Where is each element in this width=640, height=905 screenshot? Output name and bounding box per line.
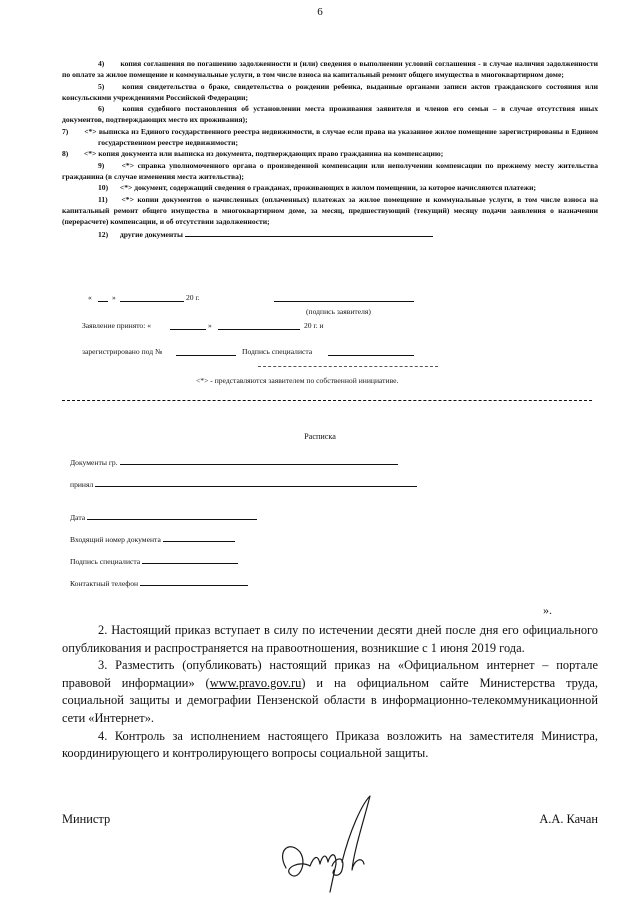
month-blank xyxy=(120,292,184,302)
registration-number-blank xyxy=(176,346,236,356)
paragraph-3-text-start: 3. Разместить (опубликовать) настоящий приказ на «Официальном интернет – портале правовой информации» ( xyxy=(62,658,598,690)
paragraph-2: 2. Настоящий приказ вступает в силу по истечении десяти дней после дня его официального опубликования и распространяется на правоотношения, возникшие с 1 июня 2019 года. xyxy=(62,623,598,655)
list-item-text: <*> документ, содержащий сведения о гражданах, проживающих в жилом помещении, за которое начисляются платежи; xyxy=(119,183,537,193)
list-item-text: копия соглашения по погашению задолженности и (или) сведения о выполнении условий соглашения - в случае наличия задолженности по оплате за жилое помещение и коммунальные услуги, в том числе взноса на капитальный ремонт общего имущества в многоквартирном доме; xyxy=(62,59,598,80)
receipt-accepted-row xyxy=(70,477,417,489)
signatory-name: А.А. Качан xyxy=(539,812,598,826)
receipt-specialist-label: Подпись специалиста xyxy=(70,557,141,566)
document-list-item xyxy=(62,103,598,126)
document-list-item xyxy=(62,194,598,228)
page-number: 6 xyxy=(317,6,323,18)
pravo-link[interactable]: www.pravo.gov.ru xyxy=(209,675,302,690)
list-item-text: <*> справка уполномоченного органа о произведенной компенсации или неполучении компенсации по прежнему месту жительства гражданина (в случае изменения места жительства); xyxy=(62,160,598,181)
cut-line xyxy=(62,400,592,401)
signature-block xyxy=(62,292,598,356)
receipt-incoming-label: Входящий номер документа xyxy=(70,535,161,544)
paragraph-4: 4. Контроль за исполнением настоящего Приказа возложить на заместителя Министра, координирующего и контролирующего вопросы социальной защиты. xyxy=(62,728,598,761)
date-year: 20 г. xyxy=(186,293,200,302)
receipt-documents-label: Документы гр. xyxy=(70,458,118,467)
registered-label: зарегистрировано под № xyxy=(82,347,163,356)
list-item-text: копия свидетельства о браке, свидетельства о рождении ребенка, выданные органами записи актов гражданского состояния или консульскими учреждениями Российской Федерации; xyxy=(62,81,599,102)
document-list-item xyxy=(62,58,598,81)
list-item-text: <*> копии документов о начисленных (оплаченных) платежах за жилое помещение и коммунальные услуги, в том числе взноса на капитальный ремонт общего имущества в многоквартирном доме, за месяц, предшествующий (текущий) месяцу подачи заявления о назначении (перерасчете) компенсации, и об отсутствии задолженности; xyxy=(62,194,598,227)
footnote: <*> - представляются заявителем по собственной инициативе. xyxy=(196,376,399,385)
list-item-number: 9) xyxy=(98,160,105,170)
list-item-text: <*> копия документа или выписка из документа, подтверждающих право гражданина на компенсацию; xyxy=(83,149,444,159)
document-list-item xyxy=(62,126,598,149)
specialist-signature-line xyxy=(328,346,414,356)
receipt-specialist-line xyxy=(142,554,238,564)
list-item-text: копия судебного постановления об установлении места проживания заявителя и членов его семьи – в случае отсутствия иных документов, подтверждающих место их проживания); xyxy=(62,104,598,125)
receipt-date-label: Дата xyxy=(70,513,86,522)
receipt-phone-label: Контактный телефон xyxy=(70,579,139,588)
document-list-item xyxy=(62,81,598,104)
order-paragraphs xyxy=(62,622,598,763)
list-item-number: 12) xyxy=(98,230,109,240)
accepted-year: 20 г. и xyxy=(304,321,324,330)
accepted-day-blank xyxy=(170,320,206,330)
document-list-item-other xyxy=(62,227,598,240)
handwritten-signature xyxy=(270,790,380,900)
specialist-signature-label: Подпись специалиста xyxy=(242,347,313,356)
list-item-number: 5) xyxy=(98,81,105,91)
list-item-number: 7) xyxy=(62,126,69,136)
closing-quote: ». xyxy=(543,603,552,617)
accepted-label: Заявление принято: « xyxy=(82,321,152,330)
list-item-number: 11) xyxy=(98,194,108,204)
document-list-item xyxy=(62,148,598,159)
receipt-documents-row xyxy=(70,455,398,467)
receipt-accepted-line xyxy=(95,477,417,487)
receipt-accepted-label: принял xyxy=(70,480,94,489)
receipt-phone-row xyxy=(70,576,248,588)
receipt-date-line xyxy=(87,510,257,520)
list-item-text: другие документы xyxy=(119,230,183,240)
applicant-signature-line xyxy=(274,292,414,302)
list-item-number: 10) xyxy=(98,183,109,193)
document-list-item xyxy=(62,182,598,193)
list-item-text: <*> выписка из Единого государственного реестра недвижимости, в случае если права на указанное жилое помещение зарегистрированы в Едином государственном реестре недвижимости; xyxy=(84,126,598,148)
receipt-incoming-row xyxy=(70,532,235,544)
date-close-quote: » xyxy=(112,293,116,302)
list-item-number: 8) xyxy=(62,149,69,159)
accepted-month-blank xyxy=(218,320,300,330)
paragraph-3-text-end: ) и на официальном сайте Министерства труда, социальной защиты и демографии Пензенской области в информационно-телекоммуникационной сети «Интернет». xyxy=(62,675,598,725)
list-item-number: 6) xyxy=(98,104,105,114)
short-divider xyxy=(258,366,438,367)
accepted-quote-close: » xyxy=(208,321,212,330)
receipt-specialist-row xyxy=(70,554,238,566)
receipt-documents-line xyxy=(120,455,398,465)
receipt-date-row xyxy=(70,510,257,522)
signatory-title: Министр xyxy=(62,812,111,826)
document-list-item xyxy=(62,160,598,183)
receipt-phone-line xyxy=(140,576,248,586)
paragraph-3 xyxy=(62,657,598,727)
other-documents-line xyxy=(185,227,433,237)
applicant-signature-caption: (подпись заявителя) xyxy=(306,307,371,316)
day-blank xyxy=(98,292,108,302)
date-open-quote: « xyxy=(88,293,92,302)
receipt-title: Расписка xyxy=(304,432,336,441)
receipt-incoming-line xyxy=(163,532,235,542)
document-list xyxy=(62,58,598,241)
list-item-number: 4) xyxy=(98,59,105,68)
